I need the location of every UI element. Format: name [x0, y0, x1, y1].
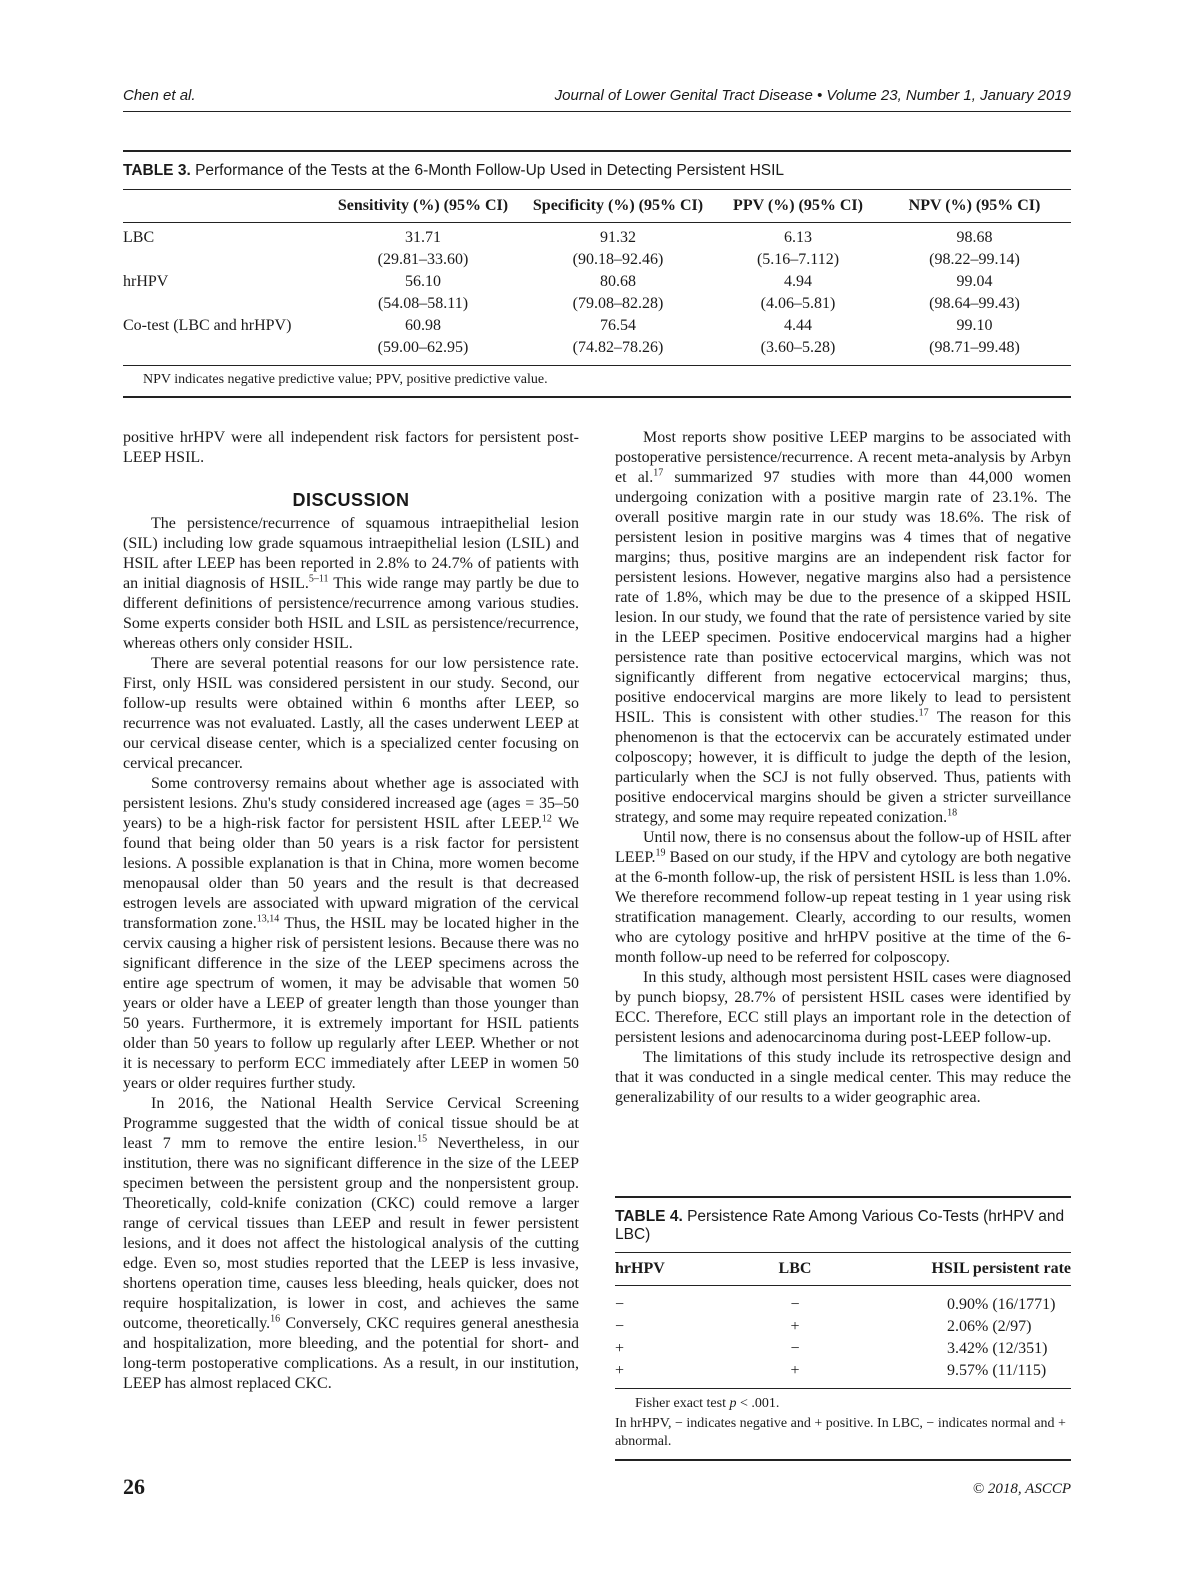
table-3-header: Sensitivity (%) (95% CI) [337, 197, 509, 214]
table-row: (29.81–33.60) (90.18–92.46) (5.16–7.112) (98.22–99.14) [377, 251, 1020, 268]
table-row: Co-test (LBC and hrHPV) 60.98 76.54 4.44 99.10 [123, 317, 993, 334]
table-3-header: Specificity (%) (95% CI) [532, 197, 704, 214]
header-authors: Chen et al. [123, 87, 196, 104]
paragraph: Until now, there is no consensus about the follow-up of HSIL after LEEP.$^{19}$ Based on our study, if the HPV and cytology are both negative at the 6-month follow-up, the risk of persistent HSIL is less than 1.0%. We therefore recommend follow-up repeat testing in 1 year using risk stratification management. Clearly, according to our results, women who are cytology positive and hrHPV positive at the time of the 6-month follow-up need to be referred for colposcopy. [615, 829, 1071, 966]
table-4-notes [615, 1389, 1071, 1459]
table-3-footnote: NPV indicates negative predictive value; PPV, positive predictive value. [143, 372, 548, 387]
table-3-header: PPV (%) (95% CI) [733, 197, 863, 214]
paragraph: In this study, although most persistent HSIL cases were diagnosed by punch biopsy, 28.7% of persistent HSIL cases were identified by ECC. Therefore, ECC still plays an important role in the detection of persistent lesions and adenocarcinoma during post-LEEP follow-up. [615, 969, 1071, 1046]
header-rule [123, 111, 1071, 112]
table-3-header: NPV (%) (95% CI) [908, 197, 1041, 214]
table-row: + − 3.42% (12/351) [615, 1340, 1048, 1357]
table-row: (54.08–58.11) (79.08–82.28) (4.06–5.81) (98.64–99.43) [377, 295, 1020, 312]
intro-paragraph: positive hrHPV were all independent risk factors for persistent post-LEEP HSIL. [123, 429, 579, 466]
copyright: © 2018, ASCCP [972, 1481, 1071, 1497]
table-4-note: Fisher exact test p < .001. [635, 1396, 780, 1411]
running-header [123, 84, 1071, 110]
table-3-grid [123, 190, 1071, 366]
table-row: hrHPV 56.10 80.68 4.94 99.04 [123, 273, 993, 290]
paragraph: Some controversy remains about whether age is associated with persistent lesions. Zhu's study considered increased age (ages = 35–50 years) to be a high-risk factor for persistent HSIL after LEEP.$^{12}$ We found that being older than 50 years is a risk factor for persistent lesions. A possible explanation is that in China, more women become menopausal older than 50 years and the result is that decreased estrogen levels are associated with upward migration of the cervical transformation zone.$^{13,14}$ Thus, the HSIL may be located higher in the cervix causing a higher risk of persistent lesions. Because there was no significant difference in the size of the LEEP specimens across the entire age spectrum of women, it may be advisable that women 50 years or older have a LEEP of greater length than those younger than 50 years. Furthermore, it is extremely important for HSIL patients older than 50 years to follow up regularly after LEEP. Whether or not it is necessary to perform ECC immediately after LEEP in women 50 years or older requires further study. [123, 775, 579, 1092]
paragraph: The persistence/recurrence of squamous intraepithelial lesion (SIL) including low grade squamous intraepithelial lesion (LSIL) and HSIL after LEEP has been reported in 2.8% to 24.7% of patients with an initial diagnosis of HSIL.$^{5-11}$ This wide range may partly be due to different definitions of persistence/recurrence among various studies. Some experts consider both HSIL and LSIL as persistence/recurrence, whereas others only consider HSIL. [123, 515, 579, 652]
discussion-heading: DISCUSSION [292, 490, 410, 510]
table-4-note: In hrHPV, − indicates negative and + positive. In LBC, − indicates normal and + abnormal. [615, 1416, 1066, 1449]
paragraph: In 2016, the National Health Service Cervical Screening Programme suggested that the width of conical tissue should be at least 7 mm to remove the entire lesion.$^{15}$ Nevertheless, in our institution, there was no significant difference in the size of the LEEP specimen between the persistent group and the nonpersistent group. Theoretically, cold-knife conization (CKC) could remove a larger range of cervical tissues than LEEP and result in fewer persistent lesions, and it does not affect the histological analysis of the cutting edge. Even so, most studies reported that the LEEP is less invasive, shortens operation time, causes less bleeding, heals quicker, does not require hospitalization, is lower in cost, and achieves the same outcome, theoretically.$^{16}$ Conversely, CKC requires general anesthesia and hospitalization, more bleeding, and the potential for short- and long-term postoperative complications. As a result, in our institution, LEEP has almost replaced CKC. [123, 1095, 580, 1392]
header-journal: Journal of Lower Genital Tract Disease • Volume 23, Number 1, January 2019 [554, 87, 1071, 104]
table-4-grid [615, 1253, 1071, 1389]
table-3-caption [123, 152, 1071, 189]
table-4-title: Persistence Rate Among Various Co-Tests (hrHPV and LBC) [615, 1208, 1065, 1243]
table-3-header [123, 190, 328, 223]
table-4-label: TABLE 4. [615, 1208, 683, 1225]
table-3 [123, 150, 1071, 398]
table-4 [615, 1196, 1071, 1461]
table-4-header: hrHPV [615, 1260, 665, 1277]
page-number: 26 [123, 1474, 145, 1499]
right-column [615, 428, 1071, 1108]
table-4-header: LBC [778, 1260, 812, 1277]
left-column [123, 428, 579, 1394]
table-row: + + 9.57% (11/115) [615, 1360, 1071, 1389]
paragraph: The limitations of this study include its retrospective design and that it was conducted in a single medical center. This may reduce the generalizability of our results to a wider geographic area. [615, 1049, 1071, 1106]
table-3-label: TABLE 3. [123, 162, 191, 179]
table-3-title: Performance of the Tests at the 6-Month Follow-Up Used in Detecting Persistent HSIL [195, 162, 785, 179]
table-row: − − 0.90% (16/1771) [615, 1296, 1056, 1313]
table-row: − + 2.06% (2/97) [615, 1318, 1032, 1335]
table-row: (59.00–62.95) (74.82–78.26) (3.60–5.28) (98.71–99.48) [123, 339, 1071, 366]
table-4-caption [615, 1198, 1071, 1252]
table-4-header: HSIL persistent rate [931, 1260, 1071, 1277]
paragraph: There are several potential reasons for our low persistence rate. First, only HSIL was considered persistent in our study. Second, our follow-up results were obtained within 6 months after LEEP, so recurrence was not evaluated. Lastly, all the cases underwent LEEP at our cervical disease center, which is a specialized center focusing on cervical precancer. [123, 655, 579, 772]
paragraph: Most reports show positive LEEP margins to be associated with postoperative persistence/recurrence. A recent meta-analysis by Arbyn et al.$^{17}$ summarized 97 studies with more than 44,000 women undergoing conization with a positive margin rate of 23.1%. The overall positive margin rate in our study was 18.6%. The risk of persistent lesion in positive margins was 4 times that of negative margins; thus, positive margins are an independent risk factor for persistent lesions. However, negative margins also had a persistence rate of 1.8%, which may be due to the presence of a skipped HSIL lesion. In our study, we found that the rate of persistence varied by site in the LEEP specimen. Positive endocervical margins had a higher persistence rate than positive ectocervical margins, which was not significantly different from negative ectocervical margins; thus, positive endocervical margins are more likely to lead to persistent HSIL. This is consistent with other studies.$^{17}$ The reason for this phenomenon is that the ectocervix can be accurately estimated under colposcopy; however, it is difficult to judge the depth of the lesion, particularly when the SCJ is not fully observed. Thus, patients with positive endocervical margins should be given a stricter surveillance strategy, and some may require repeated conization.$^{18}$ [615, 429, 1072, 826]
table-row: LBC 31.71 91.32 6.13 98.68 [123, 229, 993, 246]
